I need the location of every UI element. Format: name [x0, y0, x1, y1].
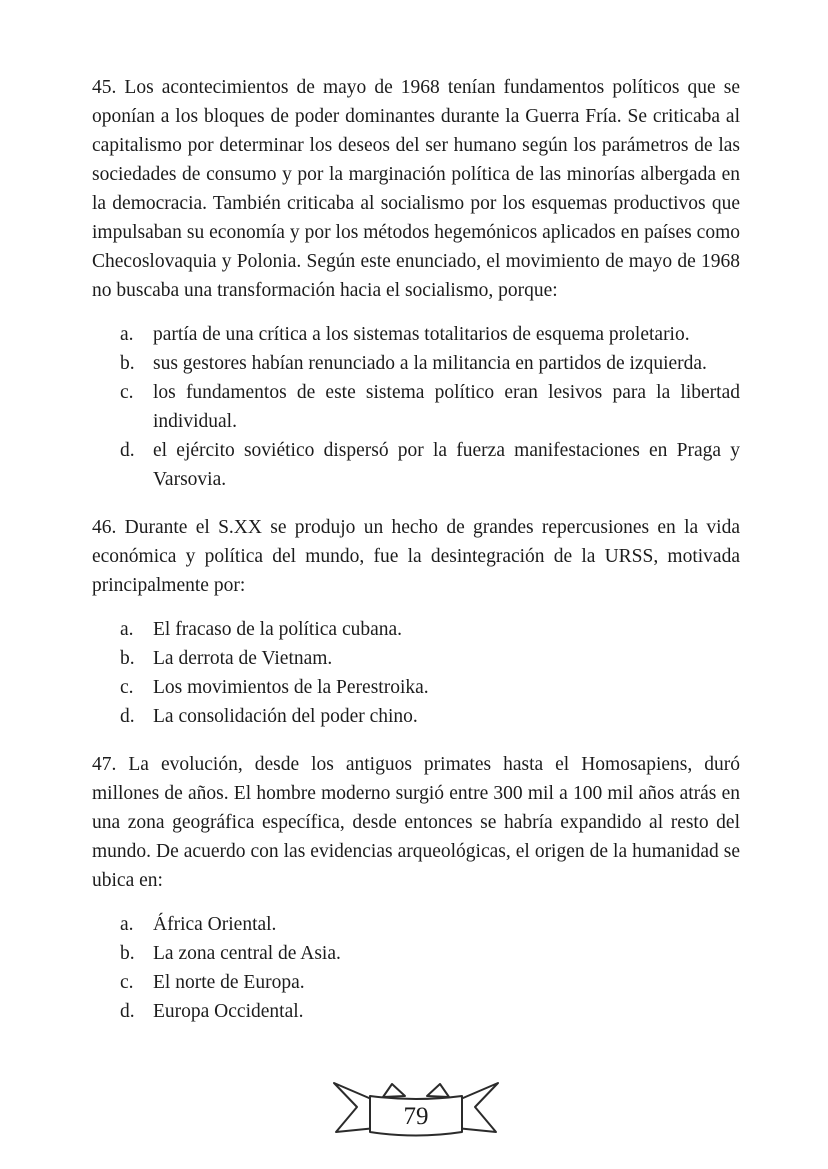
option-letter: d.: [120, 440, 135, 461]
question-46: [92, 513, 740, 731]
option-letter: c.: [120, 382, 134, 403]
option-letter: a.: [120, 914, 134, 935]
option-item: [92, 702, 740, 731]
option-text: partía de una crítica a los sistemas totalitarios de esquema proletario.: [153, 324, 690, 345]
option-item: [92, 378, 740, 436]
option-text: los fundamentos de este sistema político eran lesivos para la libertad individual.: [153, 382, 740, 432]
option-text: sus gestores habían renunciado a la militancia en partidos de izquierda.: [153, 353, 707, 374]
option-letter: c.: [120, 972, 134, 993]
option-text: El fracaso de la política cubana.: [153, 619, 403, 640]
option-item: [92, 349, 740, 378]
option-item: [92, 673, 740, 702]
option-letter: b.: [120, 353, 135, 374]
option-item: [92, 939, 740, 968]
option-item: [92, 436, 740, 494]
option-letter: d.: [120, 1001, 135, 1022]
option-text: el ejército soviético dispersó por la fuerza manifestaciones en Praga y Varsovia.: [153, 440, 740, 490]
option-letter: b.: [120, 648, 135, 669]
option-item: [92, 910, 740, 939]
option-text: La zona central de Asia.: [153, 943, 341, 964]
option-item: [92, 997, 740, 1026]
options-list: [92, 910, 740, 1026]
question-prompt: 46. Durante el S.XX se produjo un hecho de grandes repercusiones en la vida económica y política del mundo, fue la desintegración de la URSS, motivada principalmente por:: [92, 517, 740, 596]
option-text: La consolidación del poder chino.: [153, 706, 418, 727]
question-prompt: 47. La evolución, desde los antiguos primates hasta el Homosapiens, duró millones de años. El hombre moderno surgió entre 300 mil a 100 mil años atrás en una zona geográfica específica, desde entonces se habría expandido al resto del mundo. De acuerdo con las evidencias arqueológicas, el origen de la humanidad se ubica en:: [92, 754, 740, 891]
option-item: [92, 615, 740, 644]
option-item: [92, 644, 740, 673]
question-prompt: 45. Los acontecimientos de mayo de 1968 tenían fundamentos políticos que se oponían a los bloques de poder dominantes durante la Guerra Fría. Se criticaba al capitalismo por determinar los deseos del ser humano según los parámetros de las sociedades de consumo y por la marginación política de las minorías albergada en la democracia. También criticaba al socialismo por los esquemas productivos que impulsaban su economía y por los métodos hegemónicos aplicados en países como Checoslovaquia y Polonia. Según este enunciado, el movimiento de mayo de 1968 no buscaba una transformación hacia el socialismo, porque:: [92, 77, 740, 301]
option-letter: c.: [120, 677, 134, 698]
option-letter: a.: [120, 619, 134, 640]
option-letter: d.: [120, 706, 135, 727]
question-47: [92, 750, 740, 1026]
page-number-ribbon: [326, 1072, 506, 1142]
option-text: El norte de Europa.: [153, 972, 305, 993]
question-45: [92, 73, 740, 494]
option-text: Europa Occidental.: [153, 1001, 304, 1022]
option-text: Los movimientos de la Perestroika.: [153, 677, 429, 698]
option-text: La derrota de Vietnam.: [153, 648, 333, 669]
options-list: [92, 320, 740, 494]
option-letter: a.: [120, 324, 134, 345]
option-item: [92, 968, 740, 997]
ribbon-icon: [326, 1072, 506, 1142]
option-letter: b.: [120, 943, 135, 964]
option-item: [92, 320, 740, 349]
options-list: [92, 615, 740, 731]
page-number: 79: [403, 1103, 429, 1130]
option-text: África Oriental.: [153, 914, 277, 935]
